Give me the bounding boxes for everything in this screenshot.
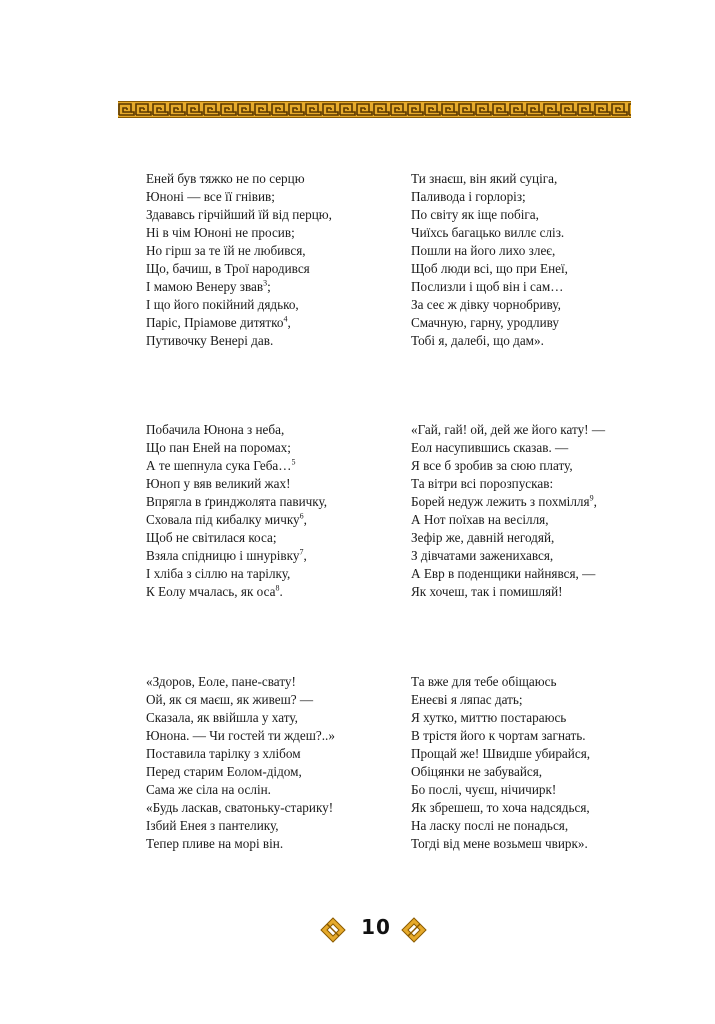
verse-line: Юнона. — Чи гостей ти ждеш?..» (146, 728, 335, 743)
verse-line: З дівчатами заженихався, (411, 548, 554, 563)
verse-text: Взяла спідницю і шнурівку (146, 548, 300, 563)
diamond-knot-ornament-icon (401, 917, 427, 943)
verse-line: Ой, як ся маєш, як живеш? — (146, 692, 314, 707)
verse-line: А Нот поїхав на весілля, (411, 512, 549, 527)
diamond-knot-ornament-icon (320, 917, 346, 943)
verse-line: Тобі я, далебі, що дам». (411, 333, 544, 348)
stanza-1-left-column (146, 170, 396, 350)
footnote-mark[interactable]: 3 (263, 278, 268, 288)
verse-line: І мамою Венеру звав$^3$; (146, 278, 271, 294)
verse-line: Паливода і горлоріз; (411, 189, 526, 204)
footnote-mark[interactable]: 6 (299, 511, 304, 521)
verse-line: Та вже для тебе обіщаюсь (411, 674, 557, 689)
verse-line: Поставила тарілку з хлібом (146, 746, 301, 761)
verse-line: Бо послі, чуєш, нічичирк! (411, 782, 557, 797)
verse-line: Як збрешеш, то хоча надсядься, (411, 800, 590, 815)
verse-line: За сеє ж дівку чорнобриву, (411, 297, 561, 312)
stanza-2-left-column (146, 421, 396, 601)
verse-line: Ізбий Енея з пантелику, (146, 818, 279, 833)
verse-line: Та вітри всі порозпускав: (411, 476, 554, 491)
verse-line: «Здоров, Еоле, пане-свату! (146, 674, 296, 689)
verse-line: Прощай же! Швидше убирайся, (411, 746, 591, 761)
footnote-mark[interactable]: 4 (283, 314, 288, 324)
verse-line: Я все б зробив за сюю плату, (411, 458, 573, 473)
verse-line: Но гірш за те їй не любився, (146, 243, 306, 258)
verse-line: Тогді від мене возьмеш чвирк». (411, 836, 588, 851)
verse-text: Сховала під кибалку мичку (146, 512, 300, 527)
verse-line: Що, бачиш, в Трої народився (146, 261, 310, 276)
verse-line: І що його покійний дядько, (146, 297, 299, 312)
verse-line (146, 457, 396, 475)
verse-line: Обіцянки не забувайся, (411, 764, 543, 779)
verse-line: Чиїхсь багацько виллє сліз. (411, 225, 565, 240)
verse-line: Тепер пливе на морі він. (146, 836, 284, 851)
verse-line: «Гай, гай! ой, дей же його кату! — (411, 422, 606, 437)
verse-line: «Будь ласкав, сватоньку-старику! (146, 800, 334, 815)
verse-line: Я хутко, миттю постараюсь (411, 710, 567, 725)
verse-line: На ласку послі не понадься, (411, 818, 569, 833)
verse-text: Паріс, Пріамове дитятко (146, 315, 284, 330)
verse-line: Що пан Еней на поромах; (146, 440, 291, 455)
verse-line: К Еолу мчалась, як оса$^8$. (146, 583, 283, 599)
footnote-mark[interactable]: 8 (275, 583, 280, 593)
verse-line: Еней був тяжко не по серцю (146, 171, 305, 186)
verse-line: Взяла спідницю і шнурівку$^7$, (146, 547, 307, 563)
footnote-mark[interactable]: 5 (291, 457, 296, 467)
page-number: 10 (361, 915, 391, 939)
verse-line: В трістя його к чортам загнать. (411, 728, 586, 743)
stanza-1-right-column (411, 170, 661, 350)
verse-line: По світу як іще побіга, (411, 207, 539, 222)
verse-line: Пошли на його лихо злеє, (411, 243, 556, 258)
verse-text: А те шепнула сука Геба… (146, 458, 292, 473)
verse-text: Борей недуж лежить з похмілля (411, 494, 590, 509)
verse-line: Побачила Юнона з неба, (146, 422, 285, 437)
verse-line: Сховала під кибалку мичку$^6$, (146, 511, 307, 527)
footnote-mark[interactable]: 7 (299, 547, 304, 557)
verse-line: Юноні — все її гнівив; (146, 189, 275, 204)
verse-line: Путивочку Венері дав. (146, 333, 274, 348)
page-footer (0, 913, 715, 945)
verse-line: Щоб не світилася коса; (146, 530, 277, 545)
verse-line: Сказала, як ввійшла у хату, (146, 710, 298, 725)
verse-line: А Евр в поденщики найнявся, — (411, 566, 596, 581)
verse-line: Смачную, гарну, уродливу (411, 315, 560, 330)
verse-line: Паріс, Пріамове дитятко$^4$, (146, 314, 291, 330)
stanza-3-right-column (411, 673, 661, 853)
verse-line: Юноп у вяв великий жах! (146, 476, 291, 491)
verse-line: Щоб люди всі, що при Енеї, (411, 261, 568, 276)
verse-line: Сама же сіла на ослін. (146, 782, 271, 797)
verse-line: Ти знаєш, він який суціга, (411, 171, 558, 186)
verse-line: Зефір же, давній негодяй, (411, 530, 555, 545)
greek-key-border (118, 101, 631, 118)
verse-line: Як хочеш, так і помишляй! (411, 584, 563, 599)
stanza-3-left-column (146, 673, 396, 853)
verse-line: І хліба з сіллю на тарілку, (146, 566, 291, 581)
verse-line: Борей недуж лежить з похмілля$^9$, (411, 493, 597, 509)
verse-line: Здававсь гірчійший їй від перцю, (146, 207, 332, 222)
verse-line: Послизли і щоб він і сам… (411, 279, 564, 294)
verse-line: Ні в чім Юноні не просив; (146, 225, 295, 240)
verse-line: Енеєві я ляпас дать; (411, 692, 523, 707)
verse-line: Впрягла в ґринджолята павичку, (146, 494, 328, 509)
stanza-2-right-column (411, 421, 661, 601)
footnote-mark[interactable]: 9 (589, 493, 594, 503)
verse-line: Еол насупившись сказав. — (411, 440, 569, 455)
verse-text: І мамою Венеру звав (146, 279, 264, 294)
verse-text: К Еолу мчалась, як оса (146, 584, 276, 599)
verse-line: Перед старим Еолом-дідом, (146, 764, 302, 779)
